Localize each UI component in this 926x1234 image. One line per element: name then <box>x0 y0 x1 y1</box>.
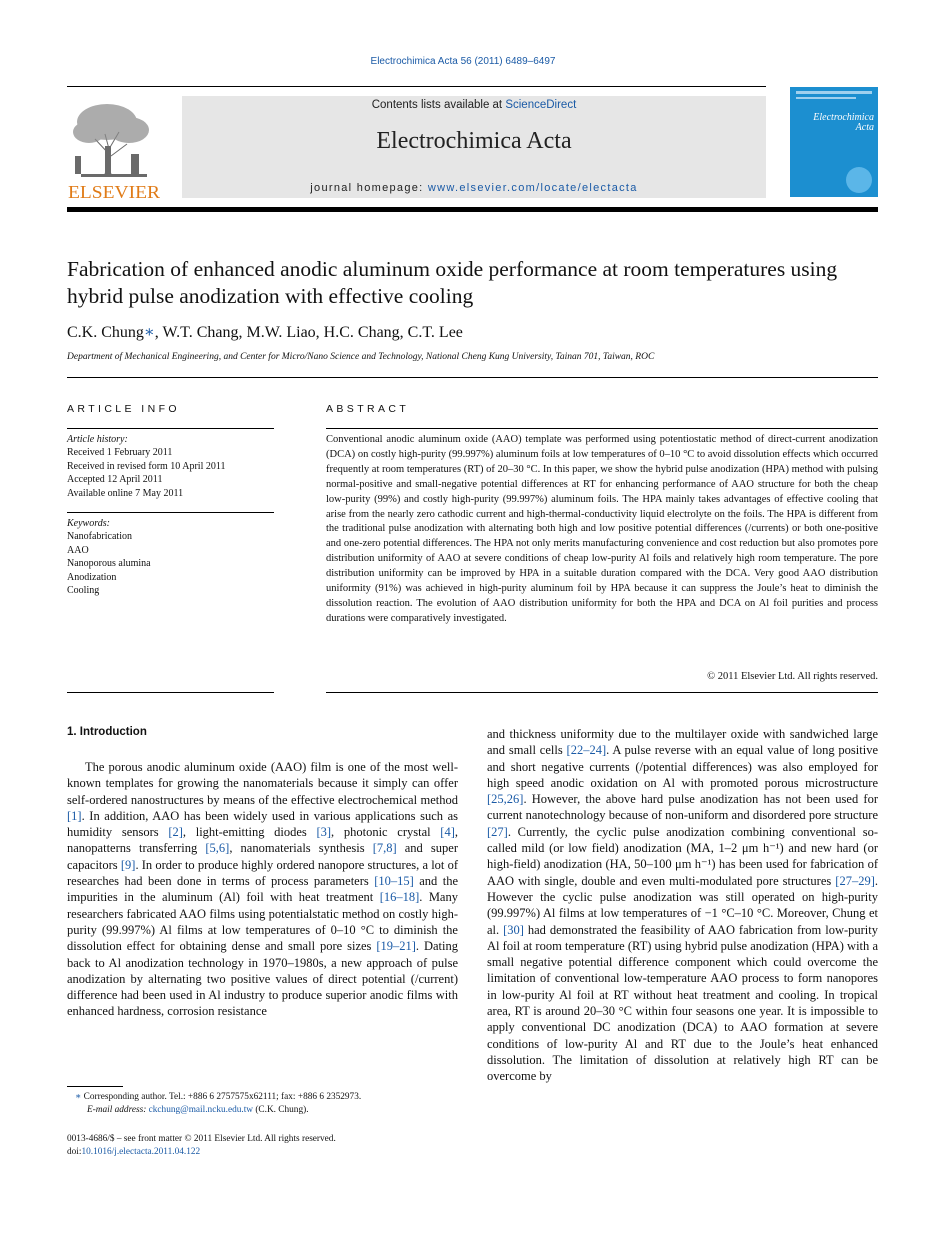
keyword-item: AAO <box>67 544 89 556</box>
citation-link[interactable]: [30] <box>503 922 524 937</box>
article-info-rule <box>67 692 274 693</box>
ise-badge-icon <box>846 167 872 193</box>
author-list: , W.T. Chang, M.W. Liao, H.C. Chang, C.T. Lee <box>154 324 463 341</box>
history-item: Available online 7 May 2011 <box>67 487 184 499</box>
homepage-line <box>182 182 766 194</box>
body-text: . However the cyclic pulse anodization was still operated on high-purity (99.997%) Al films at low temperatures of −1 °C–10 °C. Moreover, Chung et al. <box>487 873 878 937</box>
front-matter-info <box>67 1133 467 1159</box>
header-thick-rule <box>67 207 878 212</box>
contents-prefix: Contents lists available at <box>371 99 506 111</box>
elsevier-wordmark: ELSEVIER <box>68 182 160 202</box>
abstract-copyright: © 2011 Elsevier Ltd. All rights reserved. <box>707 671 878 682</box>
article-info-rule <box>67 512 274 513</box>
elsevier-logo[interactable] <box>67 94 161 202</box>
body-text: . However, the above hard pulse anodization has not been used for current nanotechnology because of non-uniform and disordered pore structure <box>487 792 878 823</box>
sciencedirect-link[interactable]: ScienceDirect <box>505 99 577 111</box>
journal-cover-image[interactable] <box>790 87 878 197</box>
footnote-star: ∗ <box>75 1092 82 1102</box>
paper-title: Fabrication of enhanced anodic aluminum oxide performance at room temperatures using hybrid pulse anodization with effective cooling <box>67 257 838 308</box>
header-top-rule <box>67 86 766 87</box>
body-text: . Many researchers fabricated AAO films using potentialstatic method on costly high-purity (99.997%) Al films at low temperatures of 0–10 °C to diminish the dissolution effect for obtaining dense and small pore sizes <box>67 890 458 954</box>
journal-name: Electrochimica Acta <box>376 128 572 154</box>
citation-link[interactable]: [25,26] <box>487 792 524 807</box>
article-info-rule <box>67 428 274 429</box>
issn-line: 0013-4686/$ – see front matter © 2011 Elsevier Ltd. All rights reserved. <box>67 1134 336 1144</box>
abstract-rule <box>326 428 878 429</box>
citation-link[interactable]: [27] <box>487 824 508 839</box>
introduction-column-two <box>487 726 878 1085</box>
email-suffix: (C.K. Chung). <box>253 1105 309 1115</box>
section-rule <box>67 377 878 378</box>
citation-link[interactable]: [22–24] <box>566 743 607 758</box>
body-text: and thickness uniformity due to the multilayer oxide with sandwiched large and small cells <box>487 727 878 758</box>
body-text: had demonstrated the feasibility of AAO fabrication from low-purity Al foil at room temperature (RT) using hybrid pulse anodization (HPA) with a small negative potential difference component which could overcome the limitation of conventional low-temperature AAO process to form nanopores in low-purity Al foil at RT without heat treatment and cooling. In tropical area, RT is around 20–30 °C within four seasons one year. It is impossible to apply conventional DC anodization (DCA) to AAO formation at severe conditions of low-purity Al and RT due to the Joule’s heat enhanced dissolution. The limitation of dissolution at relatively high RT can be overcome by <box>487 922 878 1084</box>
citation-link[interactable]: [7,8] <box>372 841 397 856</box>
body-text: . Dating back to Al anodization technology in 1970–1980s, a new approach of pulse anodization by alternating two positive values of direct potential (/current) difference had been used in Al industry to produce superior anodic films with enhanced hardness, corrosion resistance <box>67 939 458 1019</box>
history-label: Article history: <box>67 434 128 445</box>
body-text: . Currently, the cyclic pulse anodization combining conventional so-called mild (or low field) anodization (MA, 1–2 μm h⁻¹) and new hard (or high-field) anodization (HA, 50–100 μm h⁻¹) has been used for fabrication of AAO with single, double and even multi-modulated pore structures <box>487 824 878 888</box>
abstract-text: Conventional anodic aluminum oxide (AAO) template was performed using potentiostatic method of direct-current anodization (DCA) on costly high-purity (99.997%) aluminum foils at low temperatures of 0–10 °C to avoid dissolution effects which occurred frequently at room temperatures (RT) of 20–30 °C. In this paper, we show the hybrid pulse anodization (HPA) method with pulsing normal-positive and small-negative potential differences at RT for enhancing performance of AAO structure for both the cheap low-purity (99%) and costly high-purity (99.997%) aluminum foils. The HPA mainly takes advantages of effective cooling that arise from the nearly zero cathodic current and high-thermal-conductivity liquid electrolyte on the foils. The HPA is different from the traditional pulse anodization with alternating both high and low positive potential differences (/currents) or both one-positive and one-zero potential differences. The HPA not only merits manufacturing convenience and cost reduction but also promotes pore distribution uniformity of AAO at severe conditions of cheap low-purity Al foils and relatively high room temperature. The pore distribution uniformity can be improved by HPA in a suitable duration compared with the DCA. Very good AAO distribution uniformity (91%) was achieved in high-purity aluminum foil by HPA because it can suppress the Joule’s heat to diminish the dissolution reaction. The evolution of AAO distribution uniformity for both the HPA and DCA on Al foil purities and process durations were comparatively investigated. <box>326 434 878 624</box>
contents-line <box>182 99 766 111</box>
homepage-link[interactable]: www.elsevier.com/locate/electacta <box>427 182 638 194</box>
corresponding-author-contact: Corresponding author. Tel.: +886 6 2757575x62111; fax: +886 6 2352973. <box>81 1092 362 1102</box>
article-info-heading: ARTICLE INFO <box>67 403 180 415</box>
elsevier-tree-icon <box>67 94 161 202</box>
citation-link[interactable]: [9] <box>120 857 136 872</box>
citation-link[interactable]: [4] <box>440 825 455 840</box>
footnote-rule <box>67 1086 123 1087</box>
body-text: and the impurities in the aluminum (Al) foil with heat treatment <box>67 874 458 905</box>
article-history <box>67 433 274 500</box>
body-text: and super capacitors <box>67 841 458 872</box>
keywords <box>67 517 274 597</box>
abstract-rule <box>326 692 878 693</box>
body-text: , photonic crystal <box>331 825 441 840</box>
introduction-paragraph <box>67 759 458 1020</box>
homepage-prefix: journal homepage: <box>310 182 428 194</box>
journal-header-band <box>182 96 766 198</box>
footnote <box>67 1091 467 1117</box>
introduction-heading: 1. Introduction <box>67 726 147 738</box>
citation-link[interactable]: [3] <box>316 825 332 840</box>
body-text: , nanomaterials synthesis <box>229 841 373 856</box>
citation-link[interactable]: [27–29] <box>835 873 875 888</box>
authors <box>67 322 463 342</box>
affiliation: Department of Mechanical Engineering, and Center for Micro/Nano Science and Technology, National Cheng Kung University, Tainan 701, Taiwan, ROC <box>67 352 655 362</box>
body-text: . In addition, AAO has been widely used in various applications such as humidity sensors <box>67 808 458 840</box>
history-item: Received 1 February 2011 <box>67 447 173 459</box>
doi-label: doi: <box>67 1147 82 1157</box>
email-label: E-mail address: <box>87 1105 149 1115</box>
author-lead[interactable]: C.K. Chung <box>67 324 144 341</box>
cover-stripe <box>796 91 872 94</box>
keywords-label: Keywords: <box>67 518 110 529</box>
email-link[interactable]: ckchung@mail.ncku.edu.tw <box>148 1105 253 1115</box>
keyword-item: Cooling <box>67 585 100 597</box>
citation-link[interactable]: [2] <box>168 825 183 840</box>
keyword-item: Nanoporous alumina <box>67 558 151 570</box>
citation-link[interactable]: [16–18] <box>379 890 420 905</box>
body-text: . In order to produce highly ordered nanopore structures, a lot of researches had been done in terms of process parameters <box>67 857 458 889</box>
doi-link[interactable]: 10.1016/j.electacta.2011.04.122 <box>81 1147 201 1157</box>
journal-reference[interactable]: Electrochimica Acta 56 (2011) 6489–6497 <box>370 56 556 67</box>
history-item: Received in revised form 10 April 2011 <box>67 460 226 472</box>
keyword-item: Nanofabrication <box>67 531 132 543</box>
body-text: . A pulse reverse with an equal value of long positive and short negative currents (/potential differences) was also employed for high speed anodic oxidation on Al with promoted porous microstructure <box>487 743 878 790</box>
citation-link[interactable]: [5,6] <box>205 841 230 856</box>
keyword-item: Anodization <box>67 571 117 583</box>
citation-link[interactable]: [10–15] <box>374 874 414 889</box>
abstract-heading: ABSTRACT <box>326 403 410 415</box>
body-text: The porous anodic aluminum oxide (AAO) film is one of the most well-known templates for growing the nanomaterials because it simply can offer self-ordered nanostructures by means of the effective electrochemical method <box>67 760 458 807</box>
body-text: , nanopatterns transferring <box>67 825 458 856</box>
corresponding-star[interactable]: ∗ <box>143 324 155 341</box>
citation-link[interactable]: [1] <box>67 808 82 823</box>
citation-link[interactable]: [19–21] <box>376 939 416 954</box>
history-item: Accepted 12 April 2011 <box>67 474 163 486</box>
cover-stripe <box>796 97 856 99</box>
cover-title: Electrochimica Acta <box>813 112 874 133</box>
body-text: , light-emitting diodes <box>182 825 317 840</box>
